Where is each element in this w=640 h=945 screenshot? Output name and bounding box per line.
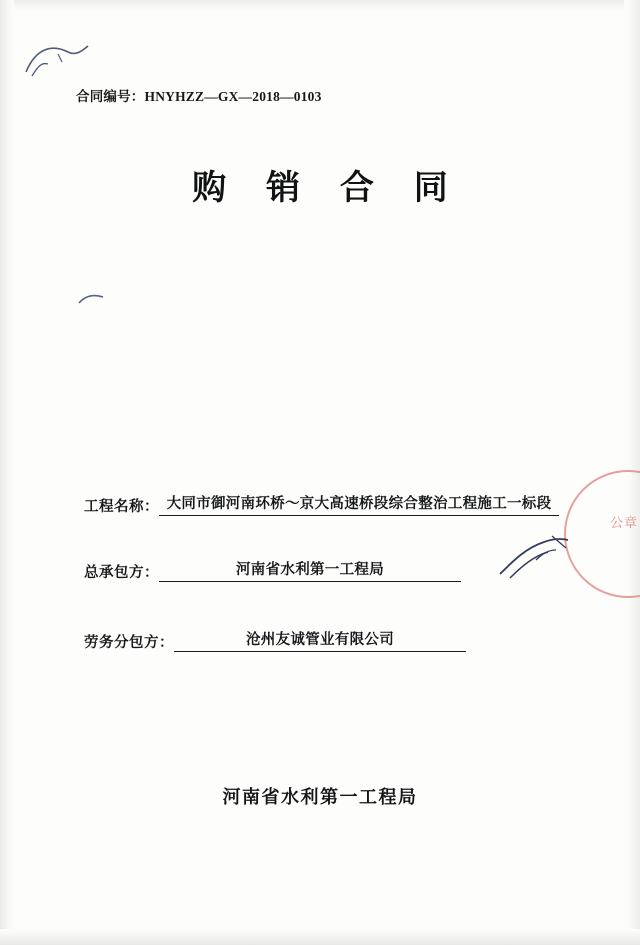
- red-seal-stamp-icon: [564, 470, 640, 598]
- ink-dash-icon: [78, 292, 104, 306]
- field-general-contractor: [84, 558, 461, 582]
- handwritten-scribble-icon: [22, 42, 92, 82]
- field-project-name-value: 大同市御河南环桥～京大高速桥段综合整治工程施工一标段: [159, 492, 559, 516]
- field-labor-subcontractor-label: 劳务分包方：: [84, 635, 174, 651]
- field-labor-subcontractor-value: 沧州友诚管业有限公司: [174, 628, 466, 652]
- field-labor-subcontractor: [84, 628, 466, 652]
- field-project-name-label: 工程名称：: [84, 499, 159, 515]
- field-project-name: [84, 492, 559, 516]
- page-title: 购 销 合 同: [192, 168, 462, 208]
- field-general-contractor-value: 河南省水利第一工程局: [159, 558, 461, 582]
- scan-edge-top: [0, 0, 640, 12]
- scan-edge-bottom: [0, 929, 640, 945]
- field-general-contractor-label: 总承包方：: [84, 565, 159, 581]
- handwritten-signature-icon: [496, 530, 574, 586]
- red-seal-text: 公章: [609, 516, 638, 531]
- footer-organization: 河南省水利第一工程局: [222, 787, 418, 808]
- contract-number: 合同编号：HNYHZZ—GX—2018—0103: [76, 89, 322, 104]
